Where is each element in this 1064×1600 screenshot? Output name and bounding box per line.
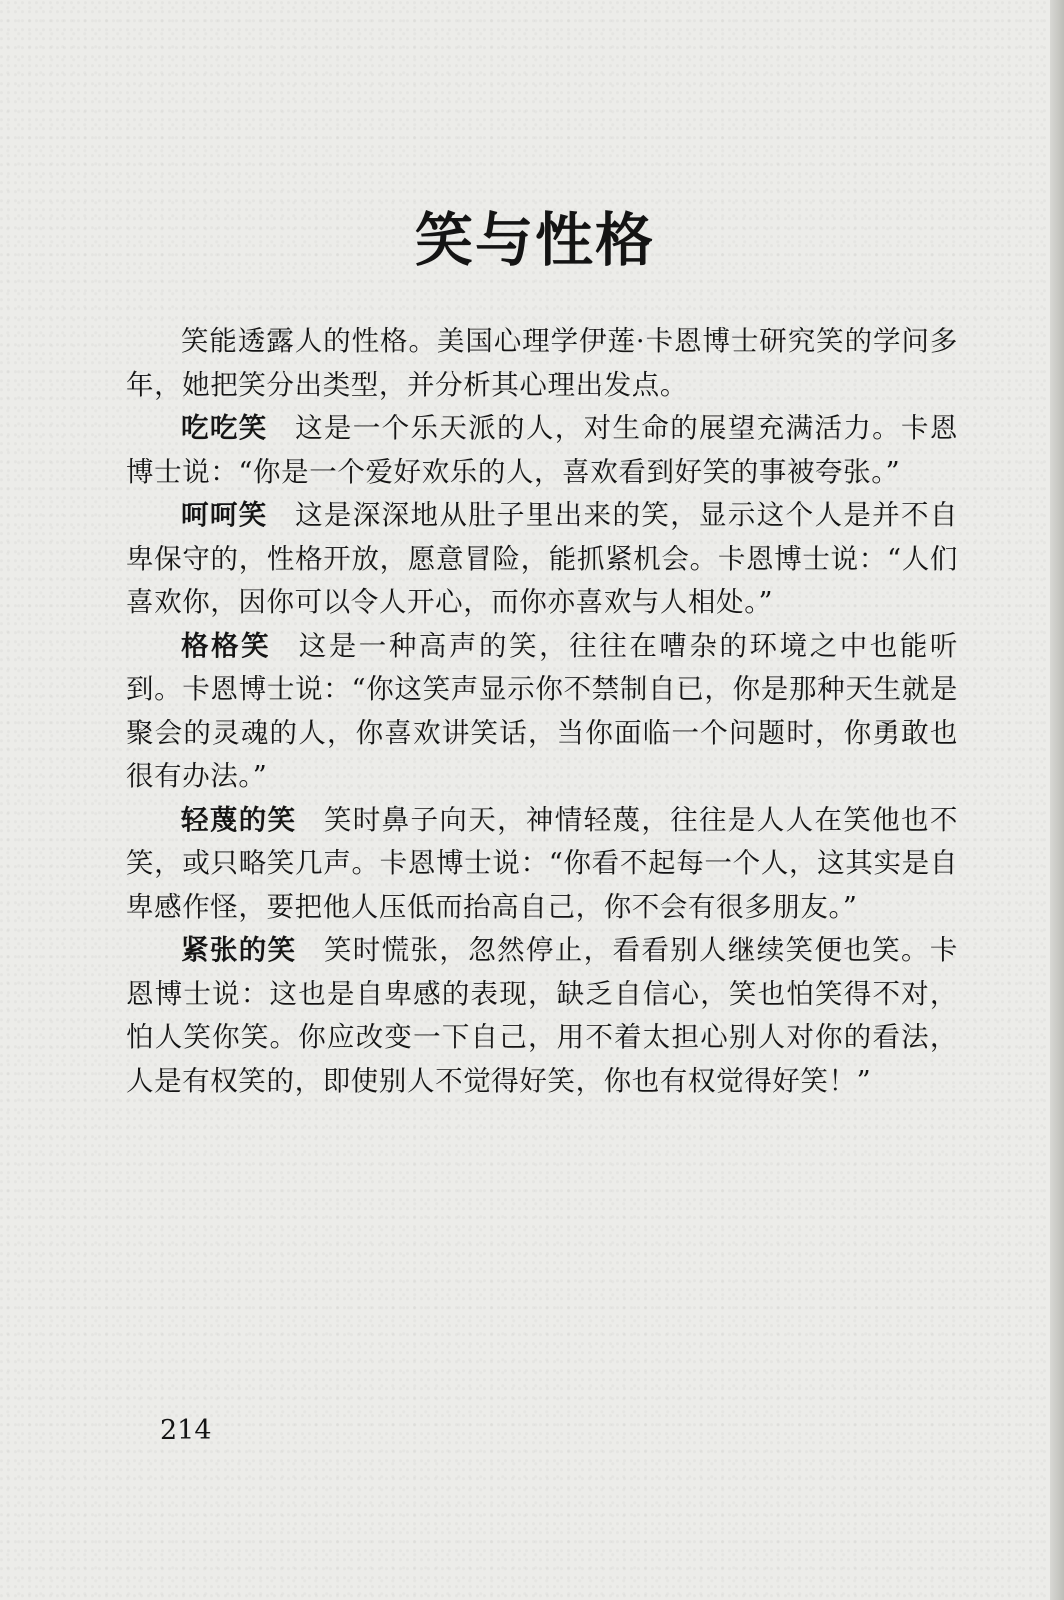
paragraph-contempt-laugh — [126, 799, 958, 930]
paragraph-hehe-laugh — [126, 494, 958, 625]
paragraph-text: 笑能透露人的性格。美国心理学伊莲·卡恩博士研究笑的学问多年，她把笑分出类型，并分析其心理出发点。 — [126, 325, 958, 401]
paragraph-gege-laugh — [126, 625, 958, 799]
paragraph-text: 这是深深地从肚子里出来的笑，显示这个人是并不自卑保守的，性格开放，愿意冒险，能抓紧机会。卡恩博士说：“人们喜欢你，因你可以令人开心，而你亦喜欢与人相处。” — [126, 499, 958, 618]
paragraph-chichi-laugh — [126, 407, 958, 494]
article-body — [126, 320, 958, 1103]
paragraph-heading: 吃吃笑 — [181, 412, 268, 444]
page-title: 笑与性格 — [414, 206, 655, 274]
paragraph-nervous-laugh — [126, 929, 958, 1103]
paragraph-text: 笑时鼻子向天，神情轻蔑，往往是人人在笑他也不笑，或只略笑几声。卡恩博士说：“你看不起每一个人，这其实是自卑感作怪，要把他人压低而抬高自己，你不会有很多朋友。” — [126, 803, 959, 923]
paragraph-heading: 呵呵笑 — [181, 499, 268, 531]
paragraph-text: 笑时慌张，忽然停止，看看别人继续笑便也笑。卡恩博士说：这也是自卑感的表现，缺乏自信心，笑也怕笑得不对，怕人笑你笑。你应改变一下自己，用不着太担心别人对你的看法，人是有权笑的，即使别人不觉得好笑，你也有权觉得好笑！” — [126, 934, 959, 1097]
paragraph-heading: 紧张的笑 — [181, 934, 297, 966]
paragraph-heading: 格格笑 — [181, 629, 272, 662]
paragraph-heading: 轻蔑的笑 — [181, 803, 297, 836]
paragraph-intro — [126, 320, 958, 407]
page-number: 214 — [160, 1415, 212, 1446]
paragraph-text: 这是一种高声的笑，往往在嘈杂的环境之中也能听到。卡恩博士说：“你这笑声显示你不禁制自已，你是那种天生就是聚会的灵魂的人，你喜欢讲笑话，当你面临一个问题时，你勇敢也很有办法。” — [126, 629, 958, 792]
paragraph-text: 这是一个乐天派的人，对生命的展望充满活力。卡恩博士说：“你是一个爱好欢乐的人，喜欢看到好笑的事被夸张。” — [126, 412, 958, 488]
